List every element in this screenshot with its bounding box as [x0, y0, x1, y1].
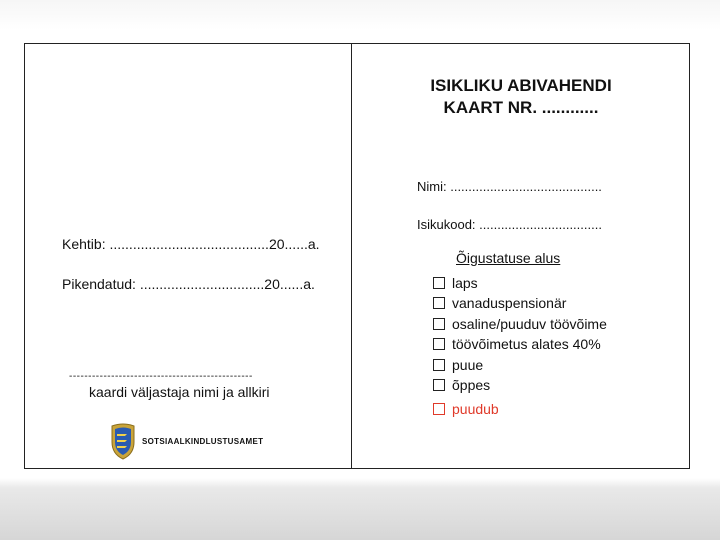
signature-line: ------------------------------------------------ — [69, 371, 253, 382]
option-puudub: puudub — [433, 401, 499, 417]
card-title-line-2: KAART NR. ............ — [443, 98, 599, 117]
extended-until-line: Pikendatud: ................................20......a. — [62, 276, 315, 292]
checkbox-icon — [433, 338, 445, 350]
checkbox-icon — [433, 403, 445, 415]
agency-logo — [109, 422, 263, 460]
option-oppes: õppes — [433, 377, 490, 393]
checkbox-icon — [433, 277, 445, 289]
checkbox-icon — [433, 297, 445, 309]
name-field-line: Nimi: .......................................... — [417, 179, 602, 194]
checkbox-icon — [433, 359, 445, 371]
basis-heading: Õigustatuse alus — [456, 250, 561, 266]
signature-label: kaardi väljastaja nimi ja allkiri — [89, 384, 270, 400]
card — [24, 43, 690, 469]
option-laps: laps — [433, 275, 478, 291]
valid-until-line: Kehtib: .........................................20......a. — [62, 236, 320, 252]
card-title-line-1: ISIKLIKU ABIVAHENDI — [430, 76, 612, 95]
option-puue: puue — [433, 357, 483, 373]
id-code-field-line: Isikukood: .................................. — [417, 217, 602, 232]
checkbox-icon — [433, 318, 445, 330]
option-vanaduspensionar: vanaduspensionär — [433, 295, 566, 311]
logo-text: SOTSIAALKINDLUSTUSAMET — [142, 436, 264, 446]
option-toovoimetus-40: töövõimetus alates 40% — [433, 336, 601, 352]
checkbox-icon — [433, 379, 445, 391]
coat-of-arms-icon — [109, 422, 137, 460]
option-osaline-puuduv-toovoime: osaline/puuduv töövõime — [433, 316, 607, 332]
